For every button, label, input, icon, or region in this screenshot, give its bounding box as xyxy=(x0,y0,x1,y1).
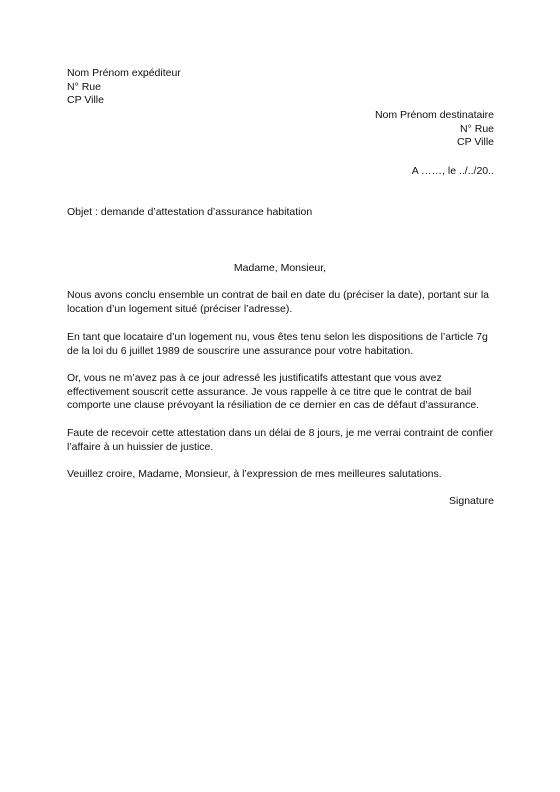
paragraph-line: de la loi du 6 juillet 1989 de souscrire une assurance pour votre habitation. xyxy=(67,344,414,357)
paragraph-line: effectivement souscrit cette assurance. Je vous rappelle à ce titre que le contrat de bail xyxy=(67,385,472,398)
sender-name: Nom Prénom expéditeur xyxy=(67,67,181,79)
recipient-street: N° Rue xyxy=(460,122,494,135)
paragraph-line: location d’un logement situé (préciser l’adresse). xyxy=(67,302,293,315)
signature: Signature xyxy=(449,495,494,507)
paragraph-closing xyxy=(67,468,507,482)
sender-street: N° Rue xyxy=(67,80,101,93)
paragraph-line: Or, vous ne m’avez pas à ce jour adressé les justificatifs attestant que vous avez xyxy=(67,372,442,384)
recipient-city: CP Ville xyxy=(457,136,494,149)
paragraph-obligation xyxy=(67,331,507,358)
paragraph-line: l’affaire à un huissier de justice. xyxy=(67,440,214,453)
paragraph-line: Faute de recevoir cette attestation dans un délai de 8 jours, je me verrai contraint de confier xyxy=(67,427,494,439)
paragraph-line: Veuillez croire, Madame, Monsieur, à l’expression de mes meilleures salutations. xyxy=(67,468,442,480)
recipient-address xyxy=(375,109,494,150)
sender-address xyxy=(67,67,181,108)
paragraph-reminder xyxy=(67,372,507,413)
paragraph-deadline xyxy=(67,427,507,454)
paragraph-line: En tant que locataire d’un logement nu, vous êtes tenu selon les dispositions de l’article 7g xyxy=(67,331,488,343)
subject-line: Objet : demande d’attestation d’assurance habitation xyxy=(67,206,313,218)
paragraph-line: comporte une clause prévoyant la résiliation de ce dernier en cas de défaut d’assurance. xyxy=(67,399,480,412)
recipient-name: Nom Prénom destinataire xyxy=(374,109,494,121)
paragraph-contract xyxy=(67,289,507,316)
sender-city: CP Ville xyxy=(67,94,104,107)
paragraph-line: Nous avons conclu ensemble un contrat de bail en date du (préciser la date), portant sur la xyxy=(67,289,489,301)
salutation: Madame, Monsieur, xyxy=(233,262,327,274)
date-line: A ……, le ../../20.. xyxy=(411,165,494,177)
